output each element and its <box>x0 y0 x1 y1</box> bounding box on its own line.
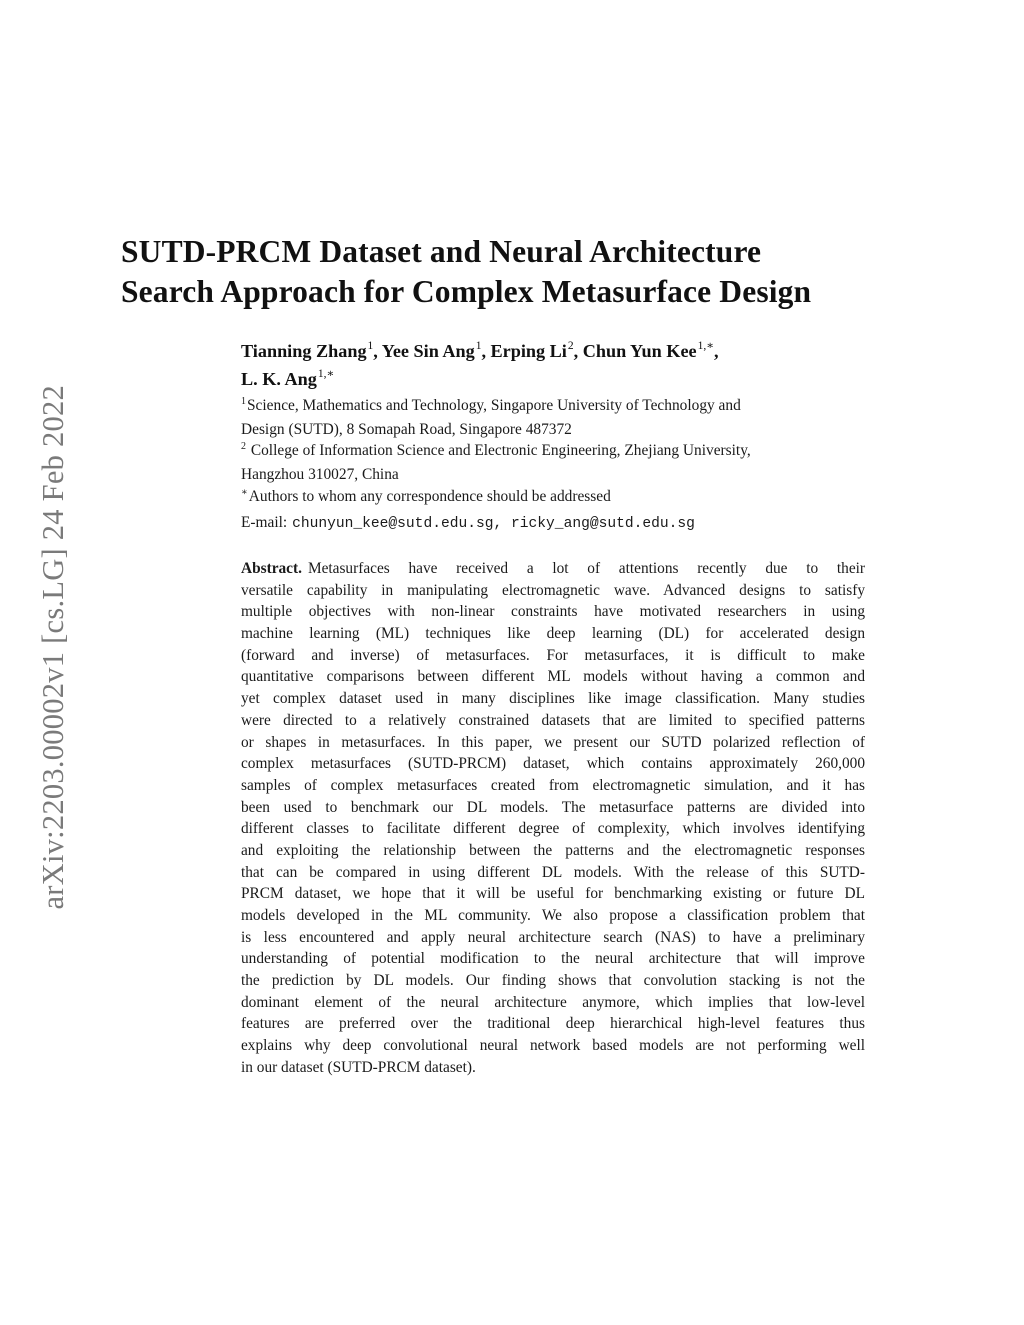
abstract-line: understanding of potential modification to the neural architecture that will improve <box>241 950 865 968</box>
abstract-line: that can be compared in using different DL models. With the release of this SUTD- <box>241 863 865 881</box>
correspondence-text: Authors to whom any correspondence should be addressed <box>248 487 611 505</box>
author-separator: , <box>573 341 583 361</box>
affiliation-1-text: Science, Mathematics and Technology, Singapore University of Technology and <box>247 397 741 414</box>
abstract-line: PRCM dataset, we hope that it will be useful for benchmarking existing or future DL <box>241 885 865 903</box>
email-line <box>241 511 881 535</box>
abstract-line: features are preferred over the traditional deep hierarchical high-level features thus <box>241 1015 865 1033</box>
abstract-line: explains why deep convolutional neural network based models are not performing well <box>241 1037 865 1055</box>
email-label: E-mail: <box>241 514 288 531</box>
abstract-line: and exploiting the relationship between the patterns and the electromagnetic responses <box>241 841 865 859</box>
abstract-line: complex metasurfaces (SUTD-PRCM) dataset, which contains approximately 260,000 <box>241 755 865 773</box>
author-name: Tianning Zhang <box>241 341 367 361</box>
arxiv-identifier-text: arXiv:2203.00002v1 [cs.LG] 24 Feb 2022 <box>35 385 70 910</box>
affiliation-1-line-2: Design (SUTD), 8 Somapah Road, Singapore 487372 <box>241 420 572 438</box>
abstract-line: or shapes in metasurfaces. In this paper, we present our SUTD polarized reflection of <box>241 733 865 751</box>
abstract-line-text: Metasurfaces have received a lot of attentions recently due to their <box>307 560 865 577</box>
abstract-line: were directed to a relatively constrained datasets that are limited to specified patterns <box>241 711 865 729</box>
author-affiliation-mark: 1,∗ <box>317 368 335 380</box>
author-affiliation-mark: 2 <box>567 340 574 352</box>
abstract-line: samples of complex metasurfaces created from electromagnetic simulation, and it has <box>241 776 865 794</box>
abstract-heading: Abstract. <box>241 560 302 577</box>
affiliation-2-text: College of Information Science and Electronic Engineering, Zhejiang University, <box>247 442 751 460</box>
author-separator: , <box>481 341 491 361</box>
correspondence-note <box>241 486 881 510</box>
author-name: L. K. Ang <box>241 369 317 389</box>
affiliations <box>241 395 881 510</box>
title-line-1: SUTD-PRCM Dataset and Neural Architecture <box>121 234 762 269</box>
paper-title <box>121 232 881 312</box>
affiliation-2-line-1 <box>241 440 881 464</box>
abstract-line: yet complex dataset used in many disciplines like image classification. Many studies <box>241 690 865 708</box>
abstract-line: multiple objectives with non-linear constraints have motivated researchers in using <box>241 603 865 621</box>
correspondence-mark: ∗ <box>241 486 248 498</box>
author-affiliation-mark: 1,∗ <box>697 340 715 352</box>
abstract-line: in our dataset (SUTD-PRCM dataset). <box>241 1058 476 1076</box>
abstract-line: machine learning (ML) techniques like deep learning (DL) for accelerated design <box>241 625 865 643</box>
abstract-line <box>241 558 865 580</box>
author-separator: , <box>373 341 382 361</box>
email-addresses[interactable]: chunyun_kee@sutd.edu.sg, ricky_ang@sutd.edu.sg <box>292 516 695 532</box>
affiliation-1-line-1 <box>241 395 881 419</box>
author-affiliation-mark: 1 <box>475 340 482 352</box>
title-line-2: Search Approach for Complex Metasurface Design <box>121 274 812 309</box>
affiliation-1-mark: 1 <box>241 396 246 407</box>
abstract-line: dominant element of the neural architecture anymore, which implies that low-level <box>241 993 865 1011</box>
abstract-line: (forward and inverse) of metasurfaces. For metasurfaces, it is difficult to make <box>241 646 865 664</box>
abstract-line: models developed in the ML community. We also propose a classification problem that <box>241 907 865 924</box>
author-name: Yee Sin Ang <box>381 341 475 361</box>
abstract-line: different classes to facilitate different degree of complexity, which involves identifying <box>241 820 865 838</box>
abstract-line: is less encountered and apply neural architecture search (NAS) to have a preliminary <box>241 928 865 946</box>
abstract-line: quantitative comparisons between different ML models without having a common and <box>241 668 865 686</box>
author-name: Erping Li <box>490 341 567 361</box>
abstract <box>241 558 865 1079</box>
abstract-line: been used to benchmark our DL models. The metasurface patterns are divided into <box>241 798 865 816</box>
author-name: Chun Yun Kee <box>582 341 697 361</box>
arxiv-identifier-stamp <box>33 355 73 940</box>
author-separator: , <box>714 341 719 361</box>
author-list <box>241 339 881 395</box>
affiliation-2-mark: 2 <box>241 441 246 453</box>
affiliation-2-line-2: Hangzhou 310027, China <box>241 466 399 484</box>
author-affiliation-mark: 1 <box>367 340 374 352</box>
abstract-line: versatile capability in manipulating electromagnetic wave. Advanced designs to satisfy <box>241 581 865 599</box>
abstract-line: the prediction by DL models. Our finding shows that convolution stacking is not the <box>241 972 865 990</box>
